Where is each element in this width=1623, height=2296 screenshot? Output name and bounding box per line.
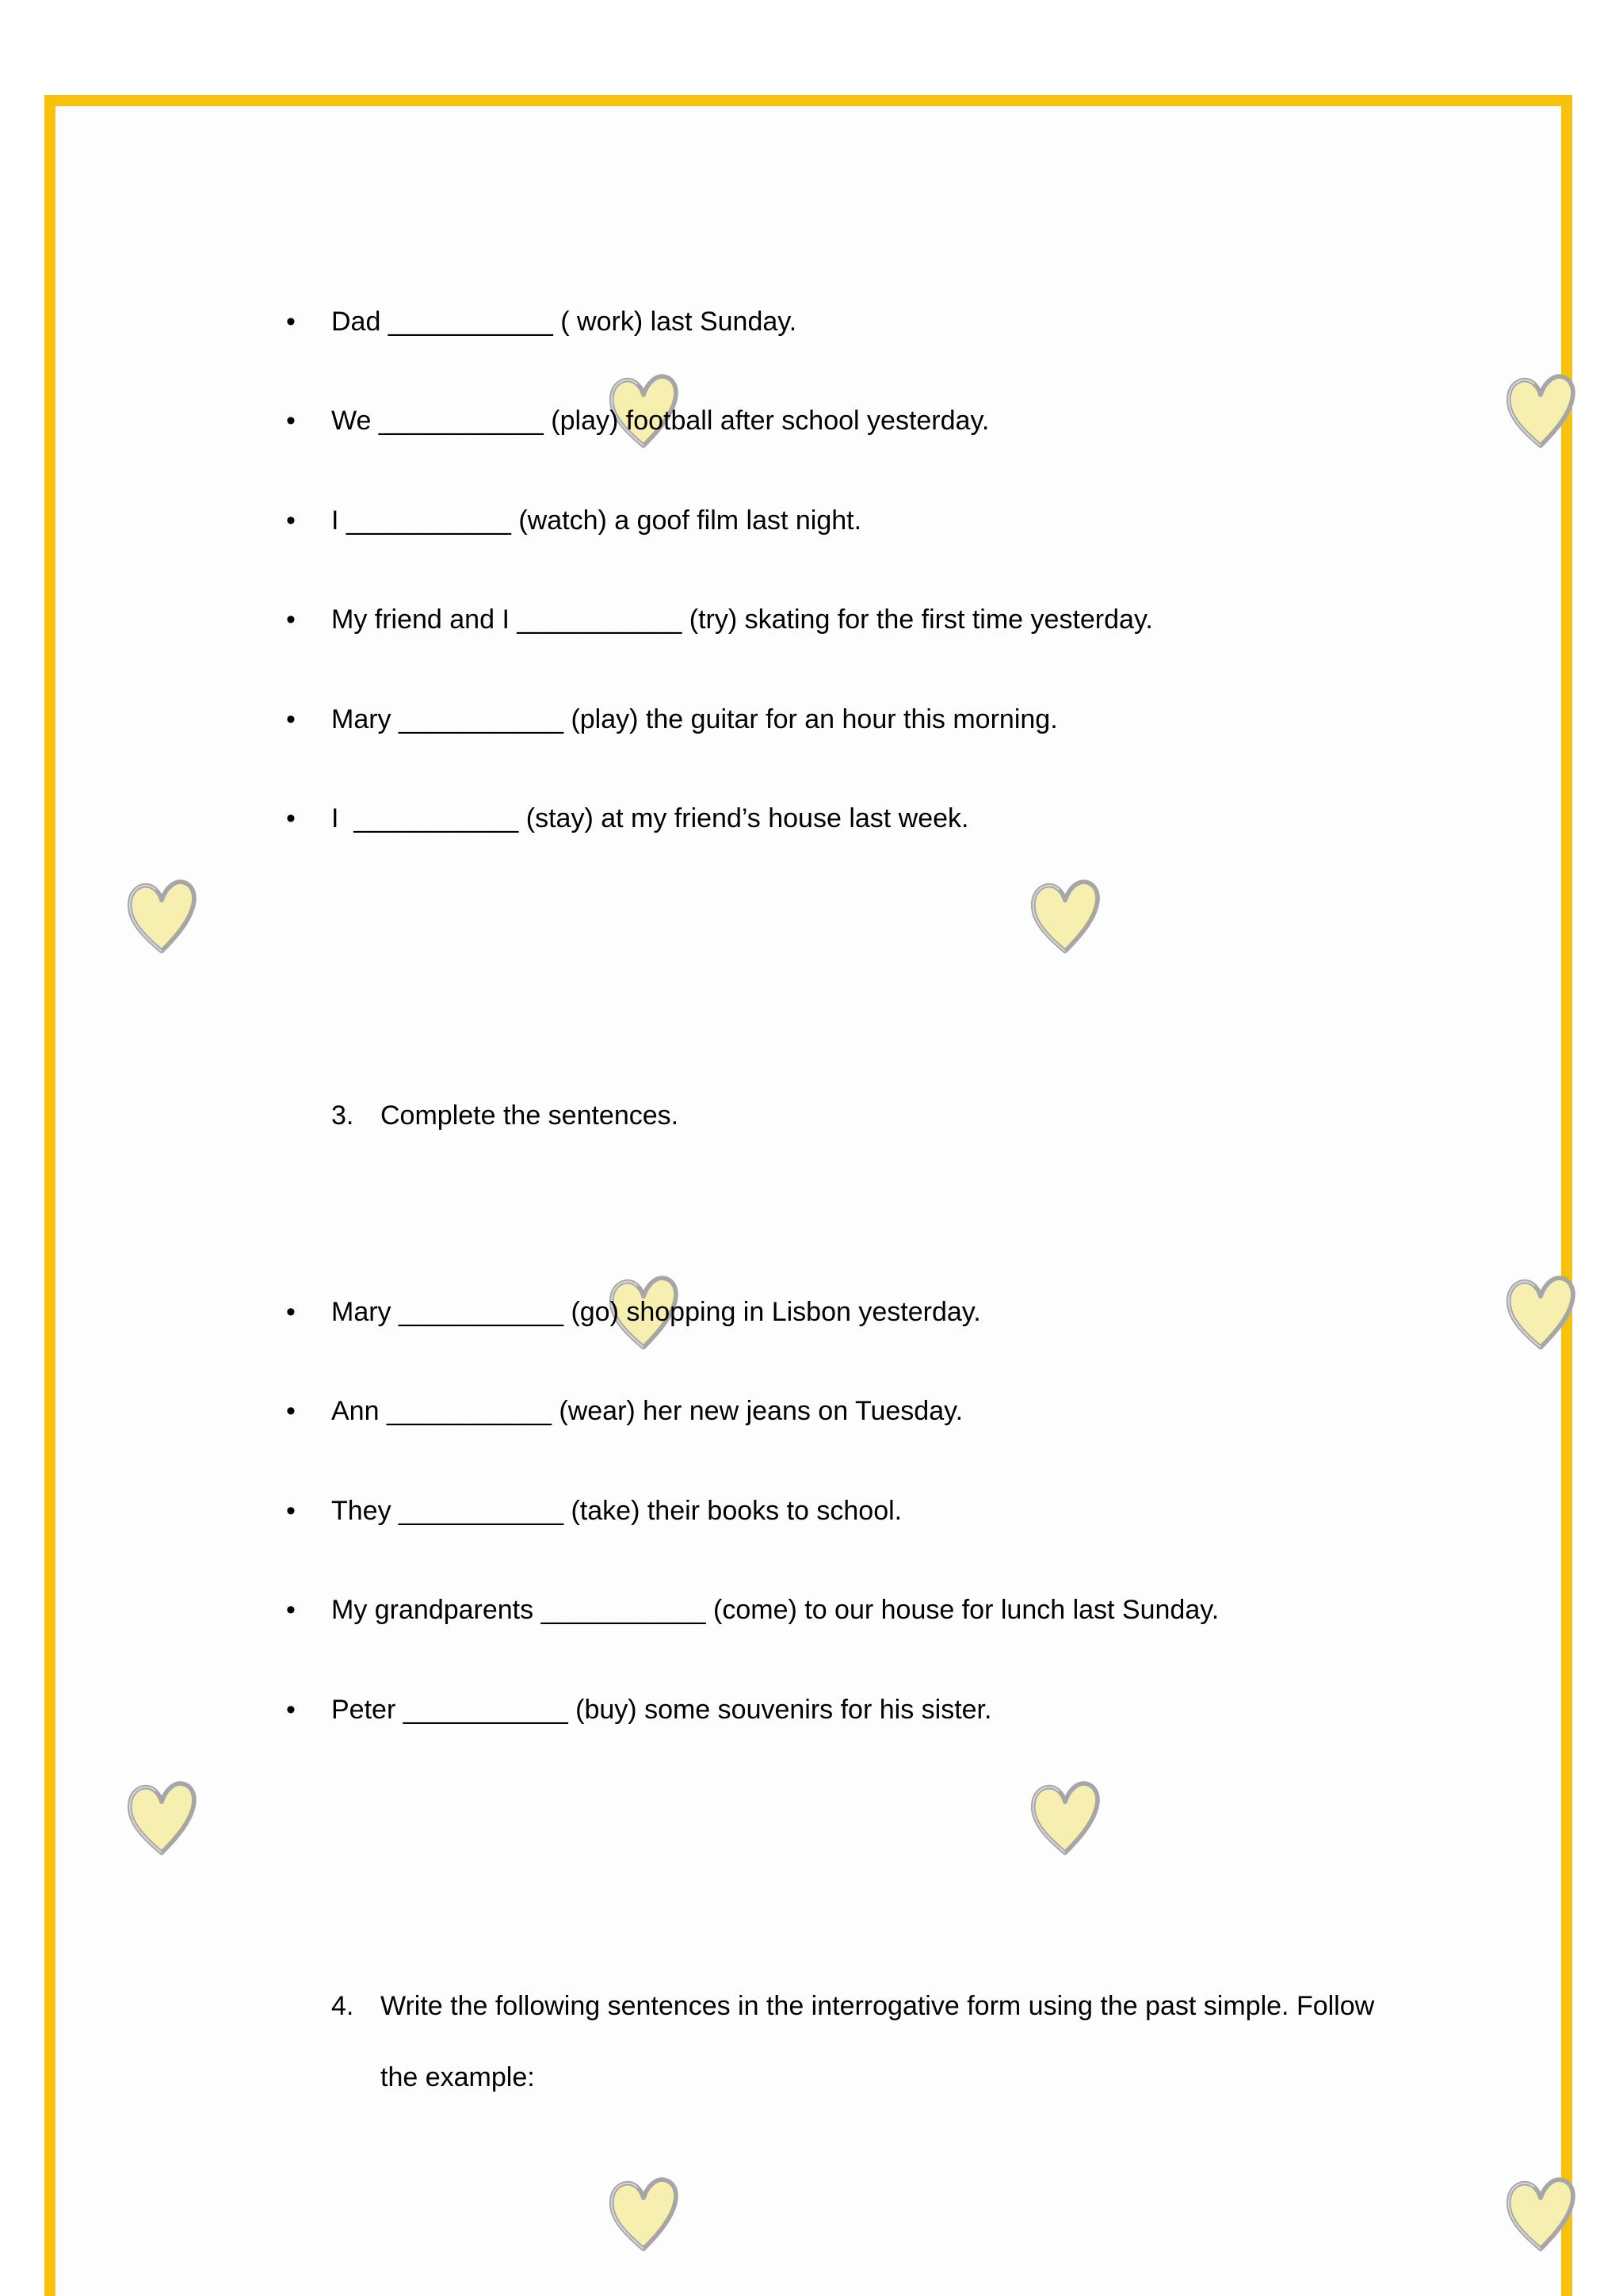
- list-item: [0, 1686, 1623, 1733]
- exercise-3-heading: [331, 1092, 679, 1234]
- heart-icon: [1027, 876, 1103, 959]
- list-item: [0, 696, 1623, 743]
- sentence-text: Peter ___________ (buy) some souvenirs for his sister.: [331, 1695, 992, 1725]
- bullet: •: [286, 803, 296, 833]
- sentence-text: They ___________ (take) their books to school.: [331, 1496, 903, 1526]
- list-item: [0, 795, 1623, 842]
- exercise-number: 3.: [331, 1100, 354, 1131]
- sentence-text: We ___________ (play) football after school yesterday.: [331, 406, 990, 436]
- sentence-text: Ann ___________ (wear) her new jeans on Tuesday.: [331, 1396, 964, 1426]
- heart-icon: [124, 876, 200, 959]
- exercise-4-heading-continued: [331, 2054, 535, 2149]
- sentence-text: Dad ___________ ( work) last Sunday.: [331, 307, 797, 337]
- bullet: •: [286, 1595, 296, 1625]
- bullet: •: [286, 1396, 296, 1426]
- sentence-text: My grandparents ___________ (come) to our house for lunch last Sunday.: [331, 1595, 1220, 1625]
- heart-icon: [605, 2174, 682, 2256]
- bullet: •: [286, 1297, 296, 1327]
- list-item: [0, 596, 1623, 643]
- exercise-instruction-line-2: the example:: [380, 2062, 535, 2092]
- list-item: [0, 397, 1623, 444]
- list-item: [0, 1387, 1623, 1435]
- bullet: •: [286, 505, 296, 536]
- list-item: [0, 1487, 1623, 1535]
- list-item: [0, 298, 1623, 345]
- sentence-text: My friend and I ___________ (try) skating for the first time yesterday.: [331, 605, 1153, 635]
- list-item: [0, 497, 1623, 544]
- heart-icon: [1027, 1778, 1103, 1860]
- heart-icon: [1503, 2174, 1579, 2256]
- bullet: •: [286, 307, 296, 337]
- list-item: [0, 1288, 1623, 1336]
- sentence-text: Mary ___________ (play) the guitar for an hour this morning.: [331, 704, 1058, 734]
- exercise-number: 4.: [331, 1991, 354, 2021]
- exercise-instruction-line-1: Write the following sentences in the interrogative form using the past simple. Follow: [380, 1991, 1375, 2021]
- list-item: [0, 1586, 1623, 1634]
- sentence-text: I ___________ (stay) at my friend’s house last week.: [331, 803, 969, 833]
- sentence-text: I ___________ (watch) a goof film last night.: [331, 505, 862, 536]
- bullet: •: [286, 704, 296, 734]
- bullet: •: [286, 406, 296, 436]
- exercise-instruction: Complete the sentences.: [380, 1100, 679, 1131]
- bullet: •: [286, 605, 296, 635]
- heart-icon: [124, 1778, 200, 1860]
- bullet: •: [286, 1695, 296, 1725]
- sentence-text: Mary ___________ (go) shopping in Lisbon yesterday.: [331, 1297, 981, 1327]
- bullet: •: [286, 1496, 296, 1526]
